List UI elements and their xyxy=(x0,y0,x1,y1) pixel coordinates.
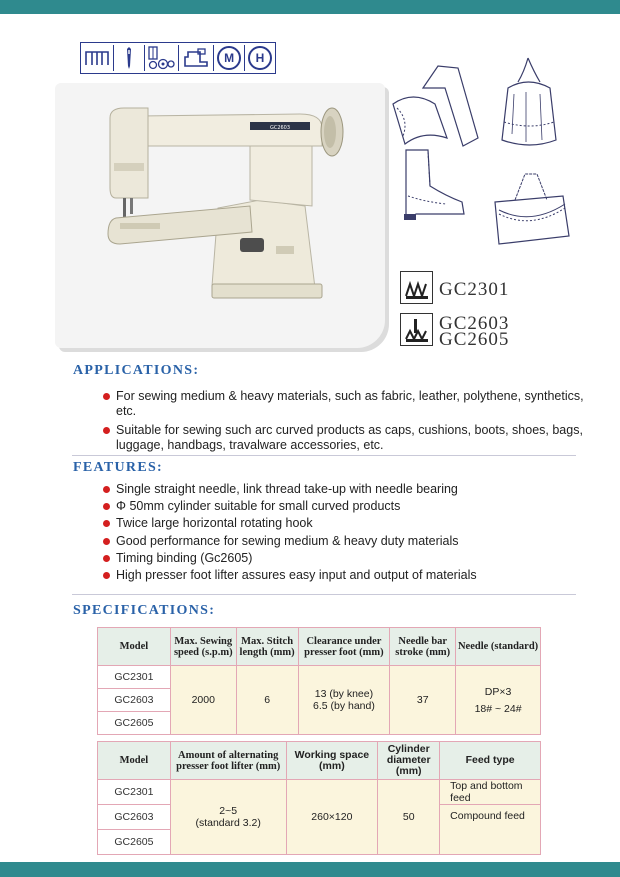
list-item-text: Timing binding (Gc2605) xyxy=(116,550,253,565)
table-header-cell: Needle bar stroke (mm) xyxy=(390,628,456,666)
feature-icon-strip xyxy=(80,42,276,74)
needle-line: DP×3 xyxy=(484,685,512,698)
medium-weight-letter: M xyxy=(217,46,241,70)
list-item-text: For sewing medium & heavy materials, such as fabric, leather, polythene, synthetics, etc. xyxy=(116,389,584,418)
table-header-cell: Model xyxy=(98,628,171,666)
icon-divider xyxy=(213,45,214,71)
lifter-line: 2~5 xyxy=(219,805,238,817)
icon-divider xyxy=(178,45,179,71)
needle-cell xyxy=(456,666,541,735)
heavy-weight-letter: H xyxy=(248,46,272,70)
specifications-heading: SPECIFICATIONS: xyxy=(73,603,216,618)
primary-model-label: GC2301 xyxy=(439,279,510,300)
table-row xyxy=(98,666,541,689)
bullet-icon xyxy=(103,427,110,434)
model-cell: GC2603 xyxy=(98,689,171,712)
table-header-cell: Max. Sewing speed (s.p.m) xyxy=(170,628,236,666)
secondary-model-icon xyxy=(400,313,433,346)
list-item-text: Good performance for sewing medium & heavy duty materials xyxy=(116,533,459,548)
list-item xyxy=(103,389,603,419)
heavy-weight-icon xyxy=(248,45,272,71)
clearance-line: 6.5 (by hand) xyxy=(312,700,375,712)
stroke-cell: 37 xyxy=(390,666,456,735)
primary-model-icon xyxy=(400,271,433,304)
model-cell: GC2605 xyxy=(98,712,171,735)
list-item-text: Φ 50mm cylinder suitable for small curved products xyxy=(116,499,401,514)
speed-cell: 2000 xyxy=(170,666,236,735)
table-header-cell: Clearance under presser foot (mm) xyxy=(298,628,390,666)
sewing-machine-image xyxy=(100,88,350,313)
section-divider xyxy=(72,455,576,456)
feed-type-cell: Compound feed xyxy=(440,805,541,855)
list-item xyxy=(103,568,583,583)
table-header-row xyxy=(98,742,541,780)
needle-line: 18# ~ 24# xyxy=(474,702,522,715)
bottom-band xyxy=(0,862,620,877)
handbag-sketch-image xyxy=(485,170,575,250)
spec-table-2 xyxy=(97,741,541,855)
cylinder-bed-icon xyxy=(182,45,210,71)
table-row xyxy=(98,780,541,805)
machine-model-badge: GC2603 xyxy=(269,125,291,131)
cap-sketch-image xyxy=(383,58,483,158)
clearance-cell xyxy=(298,666,390,735)
applications-heading: APPLICATIONS: xyxy=(73,363,200,378)
table-header-row xyxy=(98,628,541,666)
cylinder-diameter-cell: 50 xyxy=(378,780,440,855)
section-divider xyxy=(72,594,576,595)
bullet-icon xyxy=(103,486,110,493)
clearance-line: 13 (by knee) xyxy=(314,688,374,700)
medium-weight-icon xyxy=(217,45,241,71)
table-header-cell: Model xyxy=(98,742,171,780)
bullet-icon xyxy=(103,503,110,510)
table-header-cell: Amount of alternating presser foot lifter (mm) xyxy=(170,742,286,780)
spec-table-1 xyxy=(97,627,541,735)
list-item xyxy=(103,551,583,566)
list-item xyxy=(103,534,583,549)
bobbin-hook-icon xyxy=(147,45,175,71)
bullet-icon xyxy=(103,393,110,400)
table-header-cell: Feed type xyxy=(440,742,541,780)
model-cell: GC2301 xyxy=(98,780,171,805)
boot-sketch-image xyxy=(392,146,472,226)
stitch-cell: 6 xyxy=(236,666,298,735)
model-cell: GC2603 xyxy=(98,805,171,830)
lifter-cell xyxy=(170,780,286,855)
applications-list xyxy=(103,389,603,453)
list-item xyxy=(103,423,603,453)
model-cell: GC2301 xyxy=(98,666,171,689)
top-band xyxy=(0,0,620,14)
list-item-text: High presser foot lifter assures easy input and output of materials xyxy=(116,567,477,582)
list-item xyxy=(103,516,583,531)
link-stitch-icon xyxy=(84,45,110,71)
lifter-line: (standard 3.2) xyxy=(195,817,261,829)
secondary-model-label-1: GC2603 xyxy=(439,313,510,334)
secondary-model-label-2: GC2605 xyxy=(439,329,510,350)
table-header-cell: Cylinder diameter (mm) xyxy=(378,742,440,780)
working-space-cell: 260×120 xyxy=(286,780,378,855)
feed-type-cell: Top and bottom feed xyxy=(440,780,541,805)
bullet-icon xyxy=(103,520,110,527)
bullet-icon xyxy=(103,572,110,579)
single-needle-icon xyxy=(117,45,141,71)
list-item-text: Single straight needle, link thread take-up with needle bearing xyxy=(116,482,458,496)
features-list xyxy=(103,482,583,583)
table-header-cell: Working space (mm) xyxy=(286,742,378,780)
table-header-cell: Max. Stitch length (mm) xyxy=(236,628,298,666)
bullet-icon xyxy=(103,538,110,545)
list-item xyxy=(103,499,583,514)
drawstring-bag-sketch-image xyxy=(490,52,570,152)
list-item xyxy=(103,482,583,497)
icon-divider xyxy=(244,45,245,71)
table-header-cell: Needle (standard) xyxy=(456,628,541,666)
model-cell: GC2605 xyxy=(98,830,171,855)
list-item-text: Suitable for sewing such arc curved products as caps, cushions, boots, shoes, bags, luggage, handbags, travalware accessories, etc. xyxy=(116,423,583,452)
list-item-text: Twice large horizontal rotating hook xyxy=(116,516,313,531)
bullet-icon xyxy=(103,555,110,562)
features-heading: FEATURES: xyxy=(73,460,164,475)
icon-divider xyxy=(144,45,145,71)
icon-divider xyxy=(113,45,114,71)
